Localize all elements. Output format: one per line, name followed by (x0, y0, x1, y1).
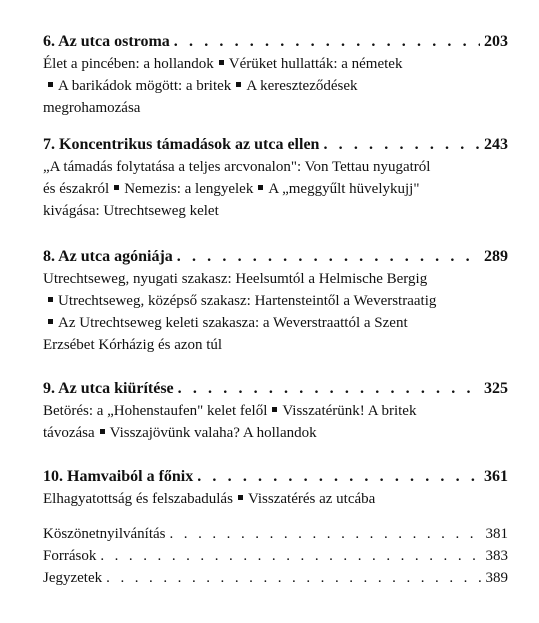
toc-chapter-entry (43, 378, 508, 444)
back-matter-page-number: 381 (485, 526, 508, 542)
subtopic-text: Betörés: a „Hohenstaufen" kelet felől (43, 403, 268, 419)
square-bullet-icon (238, 495, 243, 500)
chapter-subtopics-line (43, 290, 508, 312)
subtopic-text: Utrechtseweg, középső szakasz: Hartensteintől a Weverstraatig (58, 293, 437, 309)
back-matter-page-number: 383 (485, 548, 508, 564)
subtopic-text: Nemezis: a lengyelek (124, 181, 254, 197)
chapter-page-number: 289 (484, 248, 508, 265)
dot-leader (197, 466, 480, 488)
subtopic-text: Visszajövünk valaha? A hollandok (109, 425, 317, 441)
back-matter-entry (43, 523, 508, 545)
square-bullet-icon (236, 82, 241, 87)
subtopic-text: Az Utrechtseweg keleti szakasza: a Weverstraattól a Szent (58, 315, 408, 331)
toc-chapter-entry (43, 134, 508, 222)
back-matter-title: Források (43, 548, 97, 564)
square-bullet-icon (258, 185, 263, 190)
subtopic-text: megrohamozása (43, 100, 141, 116)
chapter-title: 9. Az utca kiürítése (43, 380, 174, 397)
square-bullet-icon (272, 407, 277, 412)
chapter-subtopics-line (43, 178, 508, 200)
chapter-page-number: 203 (484, 33, 508, 50)
chapter-subtopics-line (43, 75, 508, 97)
subtopic-text: „A támadás folytatása a teljes arcvonalon": Von Tettau nyugatról (43, 159, 431, 175)
chapter-subtopics-line (43, 422, 508, 444)
back-matter-title: Jegyzetek (43, 570, 103, 586)
dot-leader (169, 523, 481, 545)
chapter-heading-row (43, 246, 508, 268)
dot-leader (174, 31, 480, 53)
chapter-page-number: 325 (484, 380, 508, 397)
subtopic-text: Elhagyatottság és felszabadulás (43, 491, 233, 507)
back-matter-page-number: 389 (485, 570, 508, 586)
toc-chapter-entry (43, 31, 508, 119)
back-matter-entry (43, 567, 508, 589)
dot-leader (178, 378, 480, 400)
square-bullet-icon (48, 319, 53, 324)
chapter-subtopics-line (43, 97, 508, 119)
chapter-subtopics-line (43, 400, 508, 422)
chapter-subtopics-line (43, 200, 508, 222)
chapter-subtopics-line (43, 53, 508, 75)
chapter-title: 6. Az utca ostroma (43, 33, 170, 50)
subtopic-text: A barikádok mögött: a britek (58, 78, 232, 94)
subtopic-text: A kereszteződések (246, 78, 358, 94)
chapter-heading-row (43, 31, 508, 53)
square-bullet-icon (48, 297, 53, 302)
dot-leader (100, 545, 481, 567)
dot-leader (106, 567, 481, 589)
chapter-subtopics-line (43, 268, 508, 290)
chapter-page-number: 361 (484, 468, 508, 485)
subtopic-text: és északról (43, 181, 110, 197)
dot-leader (177, 246, 480, 268)
back-matter-list (43, 523, 508, 589)
square-bullet-icon (219, 60, 224, 65)
subtopic-text: Erzsébet Kórházig és azon túl (43, 337, 223, 353)
subtopic-text: távozása (43, 425, 95, 441)
chapter-title: 7. Koncentrikus támadások az utca ellen (43, 136, 320, 153)
subtopic-text: Visszatérés az utcába (247, 491, 376, 507)
square-bullet-icon (100, 429, 105, 434)
back-matter-title: Köszönetnyilvánítás (43, 526, 166, 542)
toc-chapter-entry (43, 466, 508, 510)
chapter-subtopics-line (43, 334, 508, 356)
dot-leader (323, 134, 480, 156)
chapter-subtopics-line (43, 312, 508, 334)
subtopic-text: Visszatérünk! A britek (282, 403, 417, 419)
subtopic-text: Élet a pincében: a hollandok (43, 56, 214, 72)
square-bullet-icon (114, 185, 119, 190)
chapter-heading-row (43, 134, 508, 156)
subtopic-text: kivágása: Utrechtseweg kelet (43, 203, 219, 219)
chapter-heading-row (43, 466, 508, 488)
chapter-page-number: 243 (484, 136, 508, 153)
toc-chapter-entry (43, 246, 508, 356)
chapter-heading-row (43, 378, 508, 400)
square-bullet-icon (48, 82, 53, 87)
chapter-subtopics-line (43, 488, 508, 510)
subtopic-text: Vérüket hullatták: a németek (228, 56, 403, 72)
subtopic-text: A „meggyűlt hüvelykujj" (268, 181, 420, 197)
back-matter-entry (43, 545, 508, 567)
chapter-title: 10. Hamvaiból a főnix (43, 468, 194, 485)
subtopic-text: Utrechtseweg, nyugati szakasz: Heelsumtól a Helmische Bergig (43, 271, 428, 287)
chapter-subtopics-line (43, 156, 508, 178)
chapter-title: 8. Az utca agóniája (43, 248, 173, 265)
